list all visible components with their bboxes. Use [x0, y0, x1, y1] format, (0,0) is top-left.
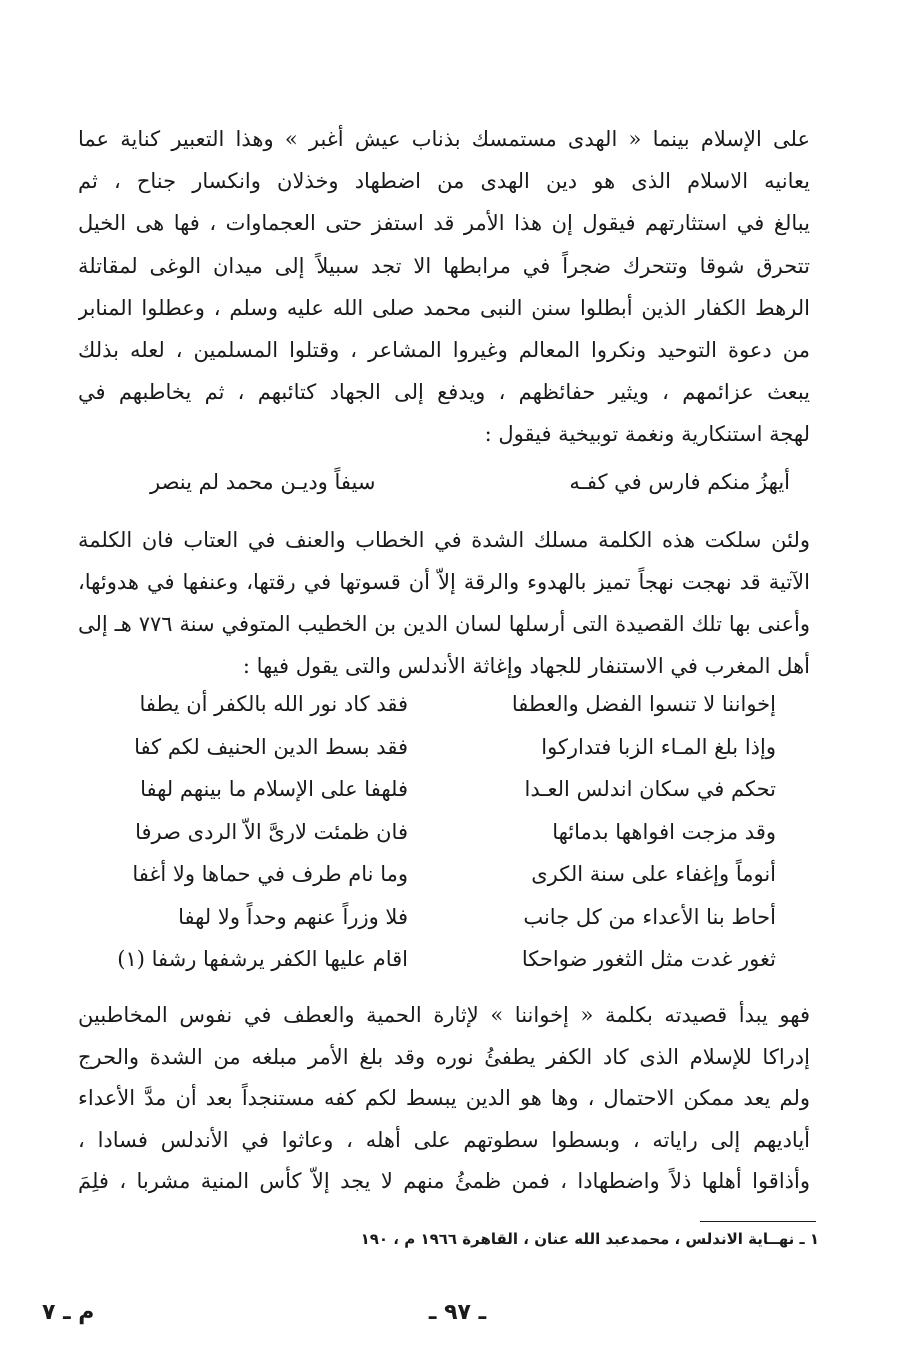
- signature-mark: م ـ ٧: [42, 1300, 95, 1325]
- poem-first-hemistich: أنوماً وإغفاء على سنة الكرى: [531, 862, 776, 886]
- poem-second-hemistich: فلهفا على الإسلام ما بينهم لهفا: [140, 777, 408, 801]
- paragraph-line: أياديهم إلى راياته ، وبسطوا سطوتهم على أهله ، وعاثوا في الأندلس فسادا ،: [78, 1127, 810, 1152]
- poem-second-hemistich: اقام عليها الكفر يرشفها رشفا (١): [117, 947, 408, 971]
- poem-verse: [96, 905, 776, 948]
- single-verse: [150, 470, 790, 510]
- poem-second-hemistich: وما نام طرف في حماها ولا أغفا: [132, 862, 408, 886]
- paragraph-line: فهو يبدأ قصيدته بكلمة « إخواننا » لإثارة الحمية والعطف في نفوس المخاطبين: [78, 1003, 810, 1027]
- paragraph-1: [78, 118, 810, 456]
- paragraph-line: وأذاقوا أهلها ذلاً واضطهادا ، فمن ظمئُ منهم لا يجد إلاّ كأس المنية مشربا ، فلِمَ: [78, 1169, 810, 1193]
- poem-first-hemistich: إخواننا لا تنسوا الفضل والعطفا: [511, 692, 776, 716]
- paragraph-line: إدراكا للإسلام الذى كاد الكفر يطفئُ نوره وقد بلغ الأمر مبلغه من الشدة والحرج: [78, 1044, 810, 1069]
- poem-verse: [96, 862, 776, 905]
- poem: [96, 692, 776, 990]
- paragraph-line: ولئن سلكت هذه الكلمة مسلك الشدة في الخطاب والعنف في العتاب فان الكلمة: [78, 528, 810, 552]
- poem-verse: [96, 947, 776, 990]
- verse-first-hemistich: أيهزُ منكم فارس في كفـه: [569, 470, 790, 494]
- paragraph-line: تتحرق شوقا وتتحرك ضجراً في مرابطها الا تجد سبيلاً إلى ميدان الوغى لمقاتلة: [78, 253, 810, 278]
- paragraph-line: يبالغ في استثارتهم فيقول إن هذا الأمر قد استفز حتى العجماوات ، فها هى الخيل: [78, 211, 810, 236]
- poem-verse: [96, 735, 776, 778]
- poem-first-hemistich: أحاط بنا الأعداء من كل جانب: [523, 904, 776, 929]
- footnote-separator: [700, 1221, 816, 1222]
- paragraph-line: أهل المغرب في الاستنفار للجهاد وإغاثة الأندلس والتى يقول فيها :: [242, 654, 810, 678]
- paragraph-3: [78, 995, 810, 1203]
- poem-second-hemistich: فقد بسط الدين الحنيف لكم كفا: [134, 734, 408, 759]
- footnote: ١ ـ نهــاية الاندلس ، محمدعبد الله عنان ، القاهرة ١٩٦٦ م ، ١٩٠: [360, 1230, 819, 1248]
- poem-second-hemistich: فلا وزراً عنهم وحداً ولا لهفا: [178, 904, 408, 929]
- paragraph-line: من دعوة التوحيد ونكروا المعالم وغيروا المشاعر ، وقتلوا المسلمين ، لعله بذلك: [78, 338, 810, 363]
- paragraph-2: [78, 519, 810, 687]
- poem-verse: [96, 820, 776, 863]
- poem-second-hemistich: فقد كاد نور الله بالكفر أن يطفا: [139, 692, 408, 716]
- poem-first-hemistich: وقد مزجت افواهها بدمائها: [552, 819, 776, 844]
- poem-first-hemistich: وإذا بلغ المـاء الزبا فتداركوا: [541, 734, 776, 759]
- page-number: ـ ٩٧ ـ: [428, 1300, 487, 1325]
- poem-first-hemistich: تحكم في سكان اندلس العـدا: [524, 777, 776, 801]
- paragraph-line: على الإسلام بينما « الهدى مستمسك بذناب عيش أغبر » وهذا التعبير كناية عما: [78, 127, 810, 151]
- paragraph-line: لهجة استنكارية ونغمة توبيخية فيقول :: [484, 422, 810, 447]
- poem-verse: [96, 692, 776, 735]
- poem-verse: [96, 777, 776, 820]
- poem-first-hemistich: ثغور غدت مثل الثغور ضواحكا: [521, 947, 776, 971]
- paragraph-line: يعانيه الاسلام الذى هو دين الهدى من اضطهاد وخذلان وانكسار جناح ، ثم: [78, 169, 810, 194]
- paragraph-line: الآتية قد نهجت نهجاً تميز بالهدوء والرقة إلاّ أن قسوتها في رقتها، وعنفها في هدوئها،: [78, 570, 810, 594]
- paragraph-line: وأعنى بها تلك القصيدة التى أرسلها لسان الدين بن الخطيب المتوفي سنة ٧٧٦ هـ إلى: [78, 612, 810, 636]
- paragraph-line: يبعث عزائمهم ، ويثير حفائظهم ، ويدفع إلى الجهاد كتائبهم ، ثم يخاطبهم في: [78, 380, 810, 405]
- paragraph-line: ولم يعد ممكن الاحتمال ، وها هو الدين يبسط لكم كفه مستنجداً بعد أن مدَّ الأعداء: [78, 1086, 810, 1110]
- verse-second-hemistich: سيفاً وديـن محمد لم ينصر: [150, 470, 376, 494]
- poem-second-hemistich: فان ظمئت لارىَّ الاّ الردى صرفا: [135, 819, 408, 844]
- paragraph-line: الرهط الكفار الذين أبطلوا سنن النبى محمد صلى الله عليه وسلم ، وعطلوا المنابر: [78, 295, 810, 320]
